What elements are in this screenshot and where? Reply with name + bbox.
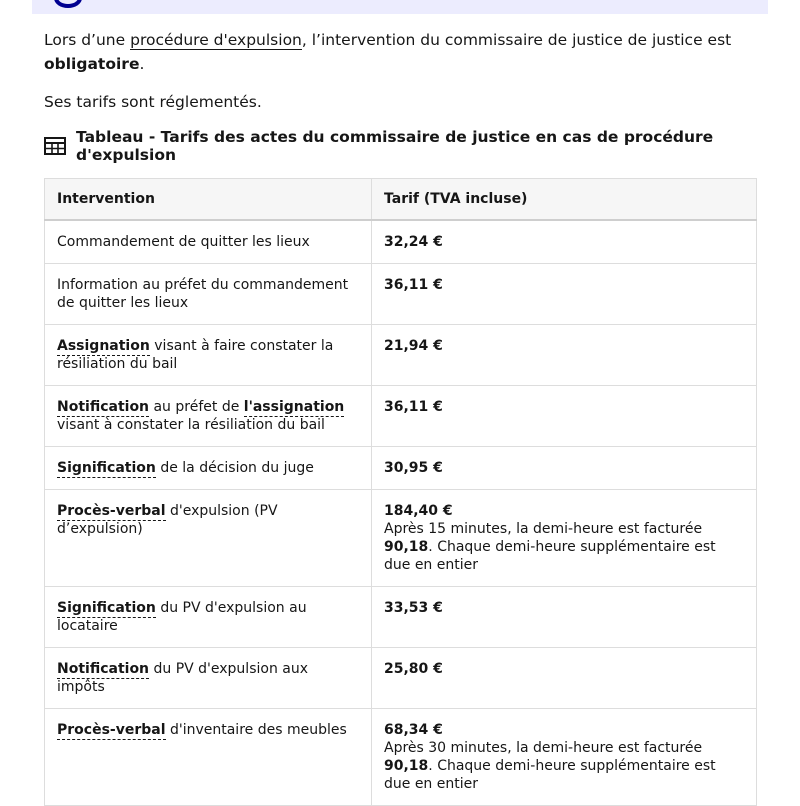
intervention-text: visant à constater la résiliation du bail (57, 417, 325, 433)
intervention-cell (45, 386, 372, 447)
intervention-text: Commandement de quitter les lieux (57, 234, 310, 250)
table-row (45, 386, 757, 447)
intervention-cell (45, 709, 372, 806)
table-row (45, 490, 757, 587)
table-row (45, 648, 757, 709)
intervention-text: visant à faire constater la résiliation du bail (57, 338, 334, 372)
intro-text-bold: obligatoire (44, 55, 140, 73)
tarif-cell (372, 325, 757, 386)
tarif-cell (372, 587, 757, 648)
intro-text-start: Lors d’une (44, 31, 131, 49)
glossary-term[interactable]: Notification (57, 399, 150, 415)
table-caption-text: Tableau - Tarifs des actes du commissaire de justice en cas de procédure d'expulsion (76, 128, 714, 164)
intervention-text: d'expulsion (PV d’expulsion) (57, 503, 278, 537)
tarif-cell (372, 447, 757, 490)
table-row (45, 325, 757, 386)
table-row (45, 587, 757, 648)
tarif-price: 30,95 € (384, 460, 443, 476)
intervention-text: Information au préfet du commandement de quitter les lieux (57, 277, 349, 311)
tarif-price: 33,53 € (384, 600, 443, 616)
glossary-term[interactable]: Assignation (57, 338, 150, 354)
intervention-text: du PV d'expulsion aux impôts (57, 661, 309, 695)
table-row (45, 447, 757, 490)
tarif-price: 36,11 € (384, 277, 443, 293)
table-icon (44, 137, 66, 155)
tarif-note-amount: 90,18 (384, 539, 429, 555)
tarif-note-text: Après 30 minutes, la demi-heure est facturée (384, 740, 703, 756)
tarif-note (384, 739, 744, 793)
glossary-term[interactable]: Procès-verbal (57, 722, 166, 738)
intervention-text: d'inventaire des meubles (165, 722, 347, 738)
tarif-cell (372, 490, 757, 587)
tarif-cell (372, 709, 757, 806)
intro-text-middle: , l’intervention du commissaire de justice de justice est (301, 31, 732, 49)
table-row (45, 709, 757, 806)
tarif-price: 36,11 € (384, 399, 443, 415)
table-header-row (45, 179, 757, 221)
info-icon (54, 0, 82, 8)
glossary-term[interactable]: Signification (57, 600, 156, 616)
intervention-cell (45, 264, 372, 325)
tarif-note-text-end: . Chaque demi-heure supplémentaire est due en entier (384, 539, 716, 573)
intro-text-end: . (139, 55, 145, 73)
glossary-term[interactable]: Signification (57, 460, 156, 476)
tarif-note (384, 520, 744, 574)
header-tarif: Tarif (TVA incluse) (372, 179, 757, 221)
intervention-text: du PV d'expulsion au locataire (57, 600, 307, 634)
glossary-term[interactable]: l'assignation (243, 399, 345, 415)
tarif-price: 184,40 € (384, 503, 453, 519)
glossary-term[interactable]: Procès-verbal (57, 503, 166, 519)
tarif-price: 32,24 € (384, 234, 443, 250)
tarif-note-text: Après 15 minutes, la demi-heure est facturée (384, 521, 703, 537)
expulsion-procedure-link[interactable]: procédure d'expulsion (130, 31, 302, 49)
tarif-cell (372, 264, 757, 325)
tariffs-table (44, 178, 757, 806)
table-row (45, 220, 757, 264)
intervention-cell (45, 587, 372, 648)
tarif-cell (372, 648, 757, 709)
tarif-price: 25,80 € (384, 661, 443, 677)
tarif-note-amount: 90,18 (384, 758, 429, 774)
tarif-cell (372, 220, 757, 264)
intervention-cell (45, 648, 372, 709)
tarif-price: 21,94 € (384, 338, 443, 354)
intervention-cell (45, 325, 372, 386)
tarif-price: 68,34 € (384, 722, 443, 738)
intervention-cell (45, 447, 372, 490)
tariffs-regulated-paragraph: Ses tarifs sont réglementés. (44, 93, 262, 111)
main-content (44, 28, 756, 806)
intervention-cell (45, 220, 372, 264)
glossary-term[interactable]: Notification (57, 661, 150, 677)
tarif-note-text-end: . Chaque demi-heure supplémentaire est due en entier (384, 758, 716, 792)
table-caption (44, 128, 756, 164)
tarif-cell (372, 386, 757, 447)
info-banner (32, 0, 768, 14)
intervention-text: au préfet de (149, 399, 244, 415)
intervention-text: de la décision du juge (155, 460, 314, 476)
intro-paragraph (44, 28, 756, 76)
intervention-cell (45, 490, 372, 587)
table-row (45, 264, 757, 325)
header-intervention: Intervention (45, 179, 372, 221)
